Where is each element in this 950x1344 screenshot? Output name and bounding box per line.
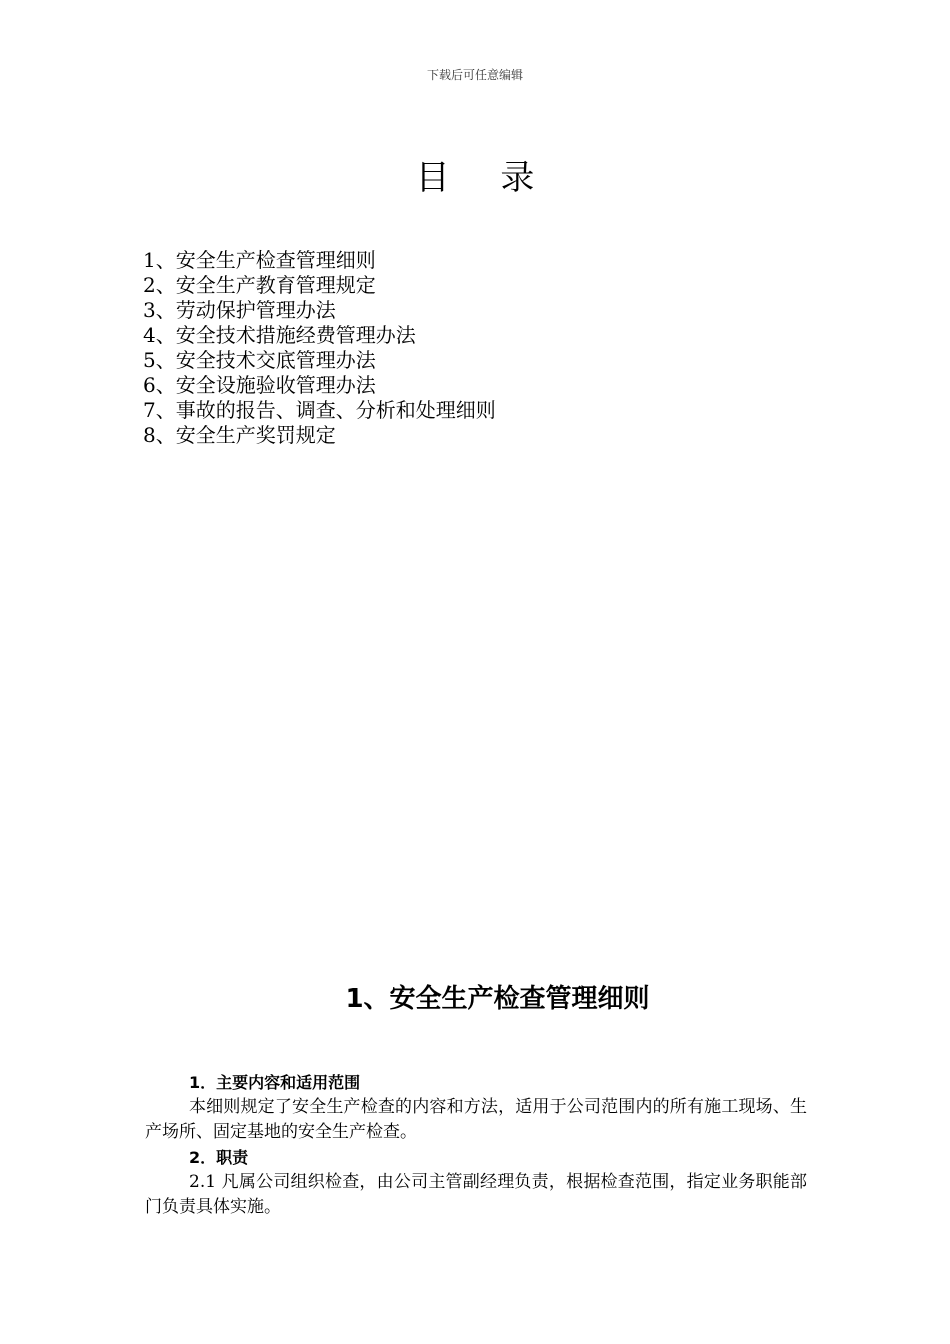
section-heading: 1．主要内容和适用范围 (189, 1073, 361, 1092)
section-paragraph: 2.1 凡属公司组织检查，由公司主管副经理负责，根据检查范围，指定业务职能部门负责具体实施。 (145, 1172, 807, 1217)
toc-list (143, 248, 843, 448)
toc-item: 6、安全设施验收管理办法 (143, 373, 376, 397)
toc-item: 7、事故的报告、调查、分析和处理细则 (143, 398, 496, 422)
header-note: 下载后可任意编辑 (426, 68, 523, 82)
toc-item: 3、劳动保护管理办法 (143, 298, 336, 322)
toc-item: 5、安全技术交底管理办法 (143, 348, 376, 372)
toc-item: 1、安全生产检查管理细则 (143, 248, 376, 272)
toc-item: 2、安全生产教育管理规定 (143, 273, 376, 297)
section-heading: 2．职责 (189, 1148, 249, 1167)
toc-title: 目 录 (415, 158, 555, 198)
section-title: 1、安全生产检查管理细则 (345, 984, 650, 1014)
section-body (145, 1070, 807, 1220)
section-paragraph: 本细则规定了安全生产检查的内容和方法，适用于公司范围内的所有施工现场、生产场所、固定基地的安全生产检查。 (145, 1097, 807, 1142)
toc-item: 4、安全技术措施经费管理办法 (143, 323, 416, 347)
toc-item: 8、安全生产奖罚规定 (143, 423, 336, 447)
